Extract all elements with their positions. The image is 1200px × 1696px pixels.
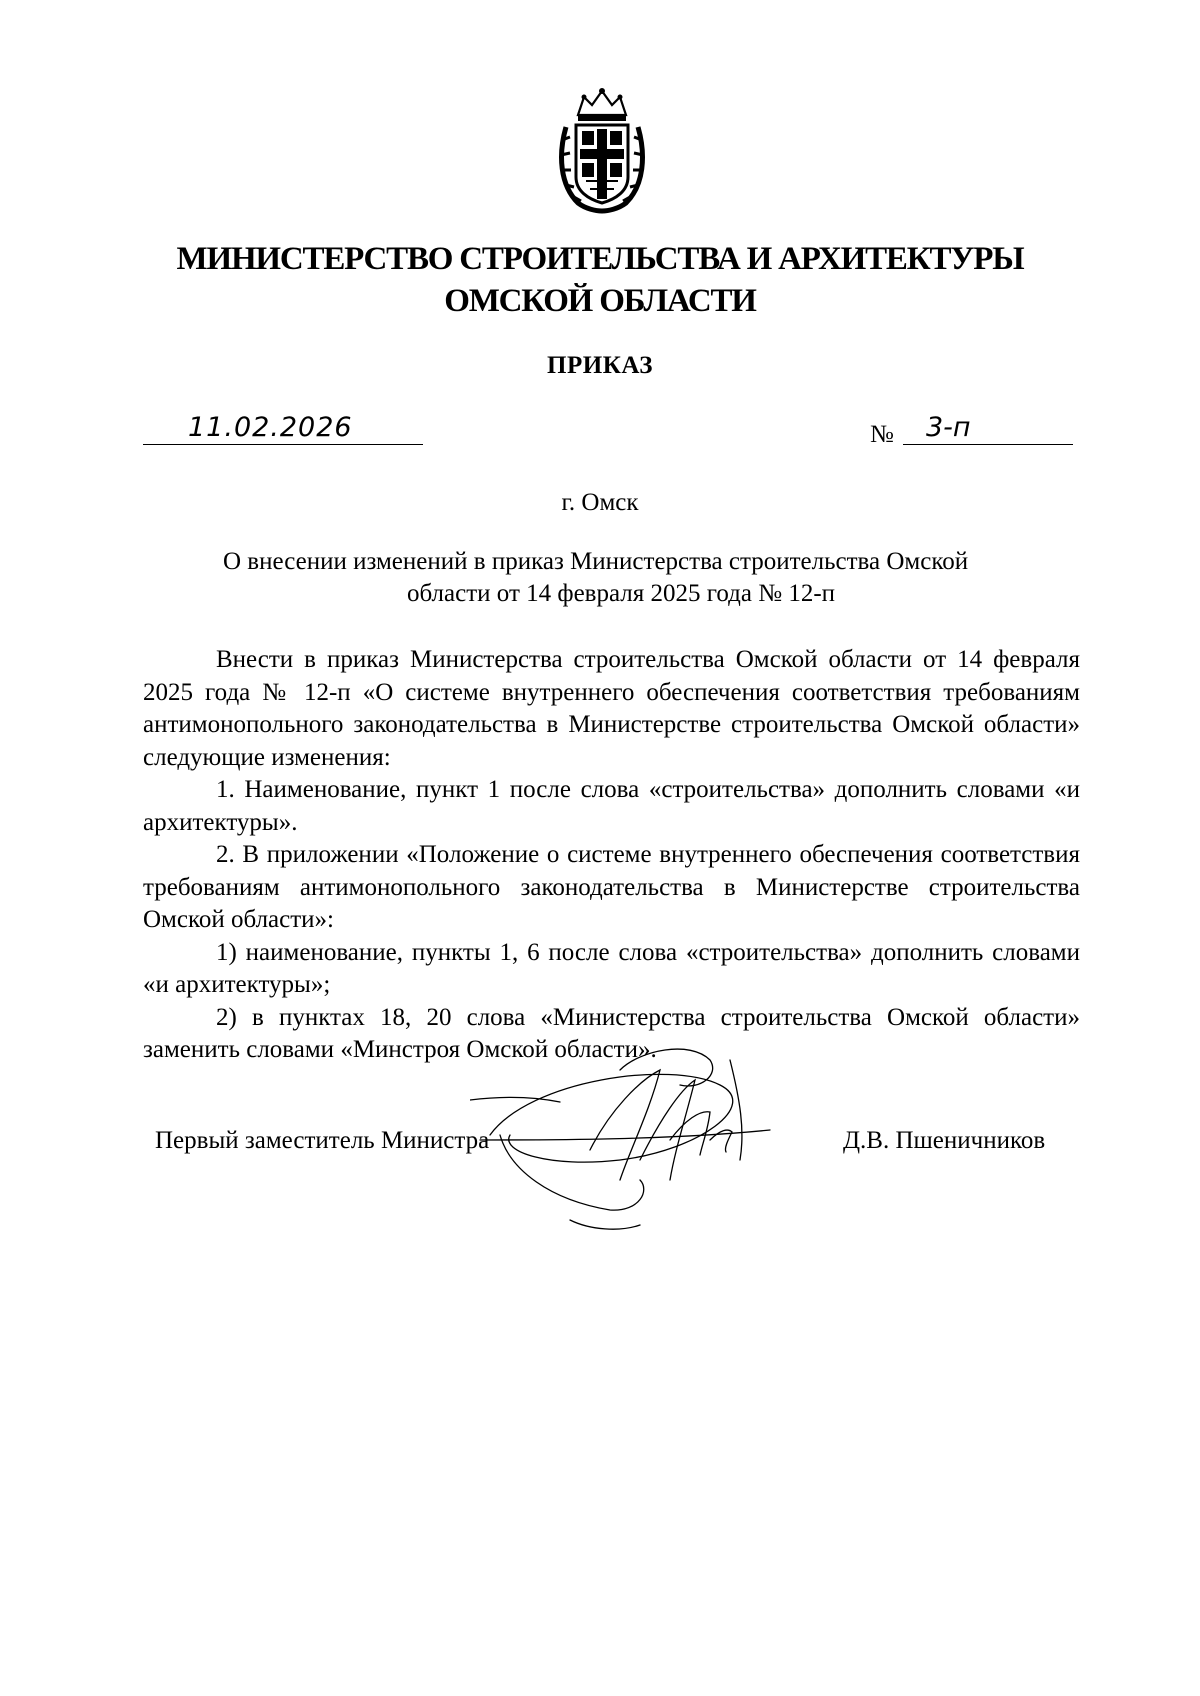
body-paragraph: 1) наименование, пункты 1, 6 после слова «строительства» дополнить словами «и архитектуры»; xyxy=(143,938,1080,998)
body-paragraph: 1. Наименование, пункт 1 после слова «строительства» дополнить словами «и архитектуры». xyxy=(143,776,1080,836)
body-paragraph: Внести в приказ Министерства строительства Омской области от 14 февраля 2025 года № 12-п «О системе внутреннего обеспечения соответствия требованиям антимонопольного законодательства в Министерстве строительства Омской области» следующие изменения: xyxy=(143,646,1080,771)
handwritten-signature-icon xyxy=(470,1040,850,1240)
order-date: 11.02.2026 xyxy=(188,412,353,443)
order-number: 3-п xyxy=(926,412,971,443)
order-body xyxy=(143,644,1080,1067)
document-type: ПРИКАЗ xyxy=(547,352,653,379)
signer-name: Д.В. Пшеничников xyxy=(843,1127,1046,1154)
city: г. Омск xyxy=(561,489,639,516)
signer-position: Первый заместитель Министра xyxy=(155,1127,490,1154)
subject-line1: О внесении изменений в приказ Министерства строительства Омской xyxy=(223,548,969,575)
subject-line2: области от 14 февраля 2025 года № 12-п xyxy=(406,580,836,607)
ministry-title xyxy=(0,238,1200,322)
body-paragraph: 2. В приложении «Положение о системе внутреннего обеспечения соответствия требованиям антимонопольного законодательства в Министерстве строительства Омской области»: xyxy=(143,841,1080,933)
number-underline xyxy=(903,444,1073,445)
order-subject xyxy=(150,546,1080,610)
body-paragraph: 2) в пунктах 18, 20 слова «Министерства строительства Омской области» заменить словами «Минстроя Омской области». xyxy=(143,1003,1080,1063)
number-sign: № xyxy=(870,421,894,448)
date-underline xyxy=(143,444,423,445)
ministry-title-line1: МИНИСТЕРСТВО СТРОИТЕЛЬСТВА И АРХИТЕКТУРЫ xyxy=(176,241,1024,277)
coat-of-arms-icon xyxy=(556,85,648,215)
ministry-title-line2: ОМСКОЙ ОБЛАСТИ xyxy=(444,283,756,319)
